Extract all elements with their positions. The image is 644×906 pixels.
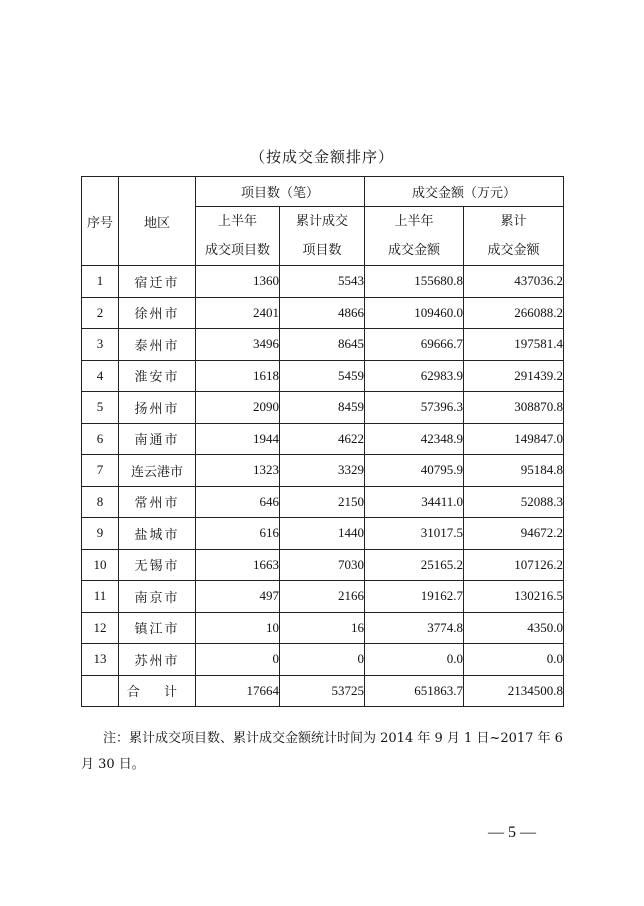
cell-region: 常州市 — [119, 486, 196, 518]
cell-h1-projects: 646 — [196, 486, 280, 518]
header-h1-projects-line2: 成交项目数 — [204, 243, 270, 258]
cell-cum-amount: 4350.0 — [464, 612, 564, 644]
cell-h1-amount: 25165.2 — [365, 549, 464, 581]
header-group-amount: 成交金额（万元） — [365, 177, 564, 207]
cell-seq: 11 — [82, 581, 119, 613]
cell-h1-amount: 40795.9 — [365, 455, 464, 487]
header-h1-amount-line2: 成交金额 — [388, 243, 441, 258]
header-h1-amount-line1: 上半年 — [394, 214, 434, 229]
cell-cum-projects: 16 — [280, 612, 365, 644]
cell-cum-projects: 8459 — [280, 392, 365, 424]
cell-cum-projects: 5543 — [280, 266, 365, 298]
header-cum-projects-line2: 项目数 — [302, 243, 342, 258]
cell-cum-projects: 1440 — [280, 518, 365, 550]
cell-region: 徐州市 — [119, 297, 196, 329]
header-cum-projects — [280, 207, 365, 266]
cell-h1-projects: 0 — [196, 644, 280, 676]
cell-seq: 12 — [82, 612, 119, 644]
cell-total-h1-amount: 651863.7 — [365, 675, 464, 707]
cell-cum-amount: 52088.3 — [464, 486, 564, 518]
cell-h1-projects: 1663 — [196, 549, 280, 581]
header-cum-amount — [464, 207, 564, 266]
cell-seq: 13 — [82, 644, 119, 676]
cell-cum-amount: 149847.0 — [464, 423, 564, 455]
cell-h1-projects: 10 — [196, 612, 280, 644]
cell-region: 宿迁市 — [119, 266, 196, 298]
cell-cum-amount: 0.0 — [464, 644, 564, 676]
cell-seq — [82, 675, 119, 707]
cell-cum-projects: 8645 — [280, 329, 365, 361]
cell-region: 盐城市 — [119, 518, 196, 550]
cell-region: 苏州市 — [119, 644, 196, 676]
header-cum-amount-line1: 累计 — [500, 214, 527, 229]
cell-cum-projects: 7030 — [280, 549, 365, 581]
table-row — [82, 518, 564, 550]
cell-seq: 6 — [82, 423, 119, 455]
cell-cum-amount: 94672.2 — [464, 518, 564, 550]
cell-h1-projects: 616 — [196, 518, 280, 550]
cell-total-label: 合 计 — [119, 675, 196, 707]
cell-cum-amount: 291439.2 — [464, 360, 564, 392]
table-row-total — [82, 675, 564, 707]
table-row — [82, 392, 564, 424]
header-h1-amount — [365, 207, 464, 266]
header-h1-projects — [196, 207, 280, 266]
cell-seq: 10 — [82, 549, 119, 581]
cell-h1-projects: 1944 — [196, 423, 280, 455]
cell-h1-projects: 3496 — [196, 329, 280, 361]
cell-cum-amount: 266088.2 — [464, 297, 564, 329]
cell-h1-amount: 62983.9 — [365, 360, 464, 392]
table-row — [82, 297, 564, 329]
cell-cum-projects: 5459 — [280, 360, 365, 392]
cell-cum-projects: 0 — [280, 644, 365, 676]
cell-h1-projects: 1360 — [196, 266, 280, 298]
cell-cum-projects: 4622 — [280, 423, 365, 455]
cell-region: 镇江市 — [119, 612, 196, 644]
cell-seq: 8 — [82, 486, 119, 518]
cell-seq: 5 — [82, 392, 119, 424]
cell-total-cum-amount: 2134500.8 — [464, 675, 564, 707]
cell-h1-amount: 31017.5 — [365, 518, 464, 550]
cell-seq: 4 — [82, 360, 119, 392]
cell-h1-projects: 1618 — [196, 360, 280, 392]
table-row — [82, 612, 564, 644]
cell-seq: 1 — [82, 266, 119, 298]
cell-seq: 3 — [82, 329, 119, 361]
table-subtitle: （按成交金额排序） — [249, 148, 394, 166]
cell-h1-amount: 57396.3 — [365, 392, 464, 424]
cell-cum-amount: 107126.2 — [464, 549, 564, 581]
cell-h1-amount: 3774.8 — [365, 612, 464, 644]
cell-h1-projects: 1323 — [196, 455, 280, 487]
cell-h1-projects: 2401 — [196, 297, 280, 329]
table-row — [82, 329, 564, 361]
table-row — [82, 486, 564, 518]
cell-region: 无锡市 — [119, 549, 196, 581]
table-row — [82, 360, 564, 392]
table-row — [82, 423, 564, 455]
table-row — [82, 455, 564, 487]
header-region: 地区 — [119, 177, 196, 266]
cell-seq: 7 — [82, 455, 119, 487]
cell-cum-projects: 3329 — [280, 455, 365, 487]
cell-cum-amount: 130216.5 — [464, 581, 564, 613]
header-h1-projects-line1: 上半年 — [217, 214, 257, 229]
cell-h1-amount: 69666.7 — [365, 329, 464, 361]
transaction-ranking-table — [81, 176, 564, 707]
cell-h1-amount: 19162.7 — [365, 581, 464, 613]
footnote: 注：累计成交项目数、累计成交金额统计时间为 2014 年 9 月 1 日~2017 年 6 月 30 日。 — [81, 731, 563, 772]
header-cum-amount-line2: 成交金额 — [487, 243, 540, 258]
table-row — [82, 581, 564, 613]
cell-total-cum-projects: 53725 — [280, 675, 365, 707]
cell-region: 泰州市 — [119, 329, 196, 361]
table-row — [82, 549, 564, 581]
cell-cum-amount: 197581.4 — [464, 329, 564, 361]
cell-total-h1-projects: 17664 — [196, 675, 280, 707]
cell-seq: 2 — [82, 297, 119, 329]
cell-cum-projects: 4866 — [280, 297, 365, 329]
table-row — [82, 266, 564, 298]
cell-h1-projects: 2090 — [196, 392, 280, 424]
table-row — [82, 644, 564, 676]
page-number: — 5 — — [488, 824, 536, 841]
cell-seq: 9 — [82, 518, 119, 550]
cell-region: 南通市 — [119, 423, 196, 455]
cell-region: 连云港市 — [119, 455, 196, 487]
cell-h1-projects: 497 — [196, 581, 280, 613]
cell-h1-amount: 42348.9 — [365, 423, 464, 455]
cell-h1-amount: 0.0 — [365, 644, 464, 676]
cell-region: 淮安市 — [119, 360, 196, 392]
cell-cum-amount: 95184.8 — [464, 455, 564, 487]
cell-region: 南京市 — [119, 581, 196, 613]
header-seq: 序号 — [82, 177, 119, 266]
header-cum-projects-line1: 累计成交 — [296, 214, 349, 229]
cell-h1-amount: 109460.0 — [365, 297, 464, 329]
cell-h1-amount: 155680.8 — [365, 266, 464, 298]
cell-cum-amount: 308870.8 — [464, 392, 564, 424]
header-group-projects: 项目数（笔） — [196, 177, 365, 207]
cell-cum-projects: 2166 — [280, 581, 365, 613]
cell-region: 扬州市 — [119, 392, 196, 424]
cell-cum-amount: 437036.2 — [464, 266, 564, 298]
cell-h1-amount: 34411.0 — [365, 486, 464, 518]
cell-cum-projects: 2150 — [280, 486, 365, 518]
